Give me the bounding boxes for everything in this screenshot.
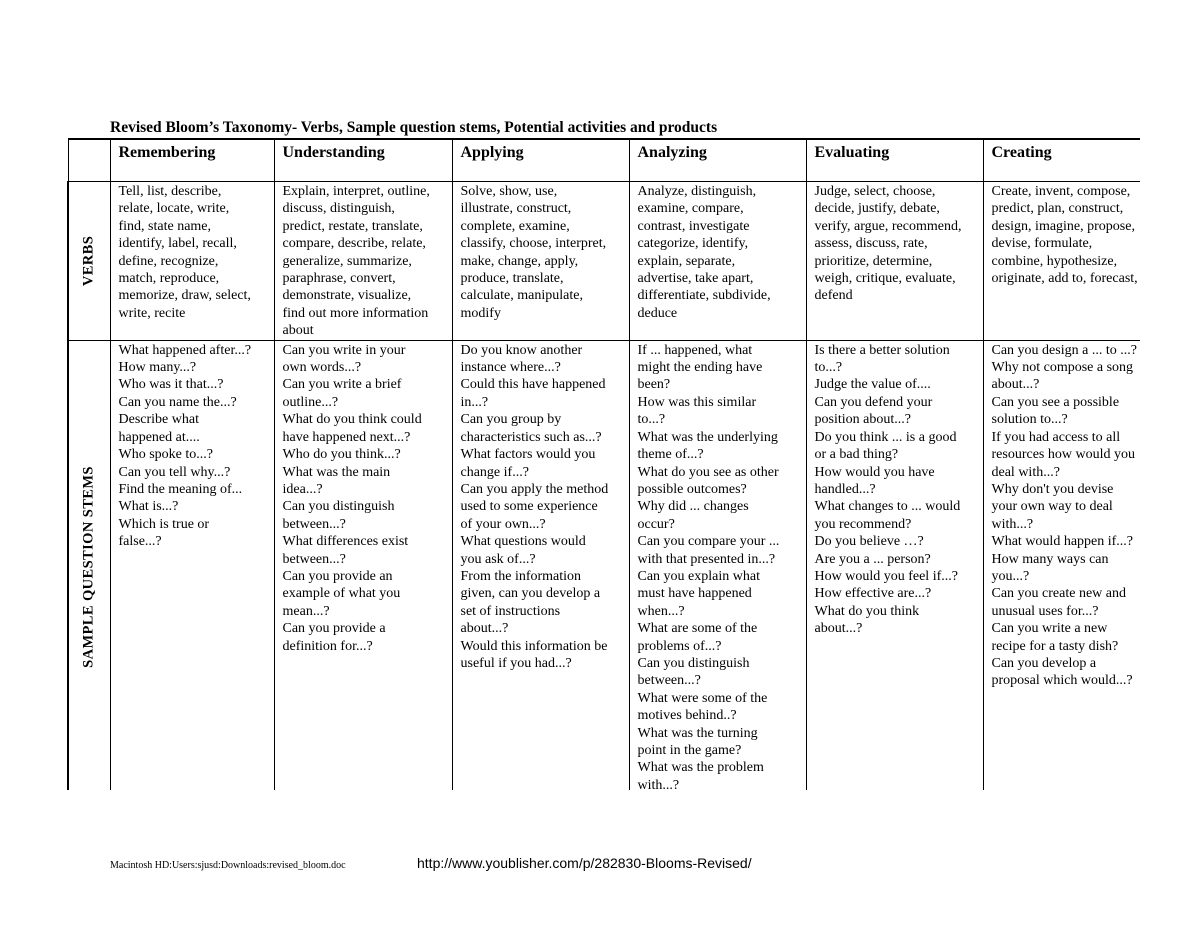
cell-text-line: What do you see as other — [637, 464, 779, 480]
cell-text-line: write, recite — [118, 305, 186, 321]
question-stems-row — [68, 340, 1140, 790]
cell-text-line: characteristics such as...? — [460, 429, 602, 445]
cell-text-line: occur? — [637, 516, 675, 532]
verbs-cell-applying — [452, 182, 629, 341]
cell-text-line: defend — [814, 288, 853, 304]
cell-text-line: happened at.... — [118, 429, 200, 445]
cell-text-line: between...? — [282, 551, 346, 567]
cell-text-line: advertise, take apart, — [637, 271, 754, 287]
cell-text-line: Would this information be — [460, 638, 608, 654]
cell-text-line: How was this similar — [637, 394, 757, 410]
cell-text-line: instance where...? — [460, 360, 561, 376]
cell-text-line: explain, separate, — [637, 253, 736, 269]
cell-text-line: classify, choose, interpret, — [460, 236, 607, 252]
cell-text-line: originate, add to, forecast, — [991, 271, 1138, 287]
cell-text-line: produce, translate, — [460, 271, 564, 287]
header-remembering: Remembering — [110, 139, 274, 182]
cell-text-line: demonstrate, visualize, — [282, 288, 412, 304]
cell-text-line: What do you think — [814, 603, 920, 619]
cell-text-line: Can you apply the method — [460, 481, 609, 497]
cell-text-line: What was the problem — [637, 760, 764, 776]
cell-text-line: deduce — [637, 305, 678, 321]
table-header-row — [68, 139, 1140, 182]
cell-text-line: What questions would — [460, 534, 586, 550]
cell-text-line: Solve, show, use, — [460, 184, 558, 199]
cell-text-line: Could this have happened — [460, 377, 606, 393]
cell-text-line: identify, label, recall, — [118, 236, 237, 252]
cell-text-line: Can you see a possible — [991, 394, 1120, 410]
stems-cell-creating — [983, 340, 1140, 790]
cell-text-line: Explain, interpret, outline, — [282, 184, 430, 199]
cell-text-line: to...? — [637, 412, 666, 428]
cell-text-line: in...? — [460, 394, 489, 410]
cell-text-line: position about...? — [814, 412, 911, 428]
cell-text-line: relate, locate, write, — [118, 201, 230, 217]
cell-text-line: Who spoke to...? — [118, 447, 213, 463]
cell-text-line: complete, examine, — [460, 218, 570, 234]
verbs-row-label: VERBS — [80, 235, 97, 287]
cell-text-line: combine, hypothesize, — [991, 253, 1118, 269]
cell-text-line: How would you have — [814, 464, 935, 480]
stems-row-label: SAMPLE QUESTION STEMS — [80, 466, 97, 669]
cell-text-line: modify — [460, 305, 501, 321]
header-applying: Applying — [452, 139, 629, 182]
verbs-cell-remembering — [110, 182, 274, 341]
cell-text-line: possible outcomes? — [637, 481, 747, 497]
cell-text-line: assess, discuss, rate, — [814, 236, 928, 252]
cell-text-line: or a bad thing? — [814, 447, 899, 463]
cell-text-line: Can you group by — [460, 412, 562, 428]
cell-text-line: to...? — [814, 360, 843, 376]
cell-text-line: From the information — [460, 568, 582, 584]
cell-text-line: What would happen if...? — [991, 534, 1134, 550]
cell-text-line: problems of...? — [637, 638, 722, 654]
cell-text-line: resources how would you — [991, 447, 1135, 463]
cell-text-line: about...? — [814, 621, 863, 637]
verbs-cell-creating — [983, 182, 1140, 341]
stems-cell-remembering — [110, 340, 274, 790]
cell-text-line: with that presented in...? — [637, 551, 776, 567]
cell-text-line: example of what you — [282, 586, 401, 602]
cell-text-line: Judge, select, choose, — [814, 184, 936, 199]
cell-text-line: Can you name the...? — [118, 394, 237, 410]
cell-text-line: What was the turning — [637, 725, 758, 741]
table-corner-cell — [68, 139, 110, 182]
cell-text-line: What changes to ... would — [814, 499, 961, 515]
cell-text-line: decide, justify, debate, — [814, 201, 940, 217]
cell-text-line: been? — [637, 377, 671, 393]
cell-text-line: Can you distinguish — [637, 655, 750, 671]
cell-text-line: Do you think ... is a good — [814, 429, 957, 445]
cell-text-line: find out more information — [282, 305, 429, 321]
cell-text-line: compare, describe, relate, — [282, 236, 426, 252]
cell-text-line: Can you compare your ... — [637, 534, 780, 550]
cell-text-line: with...? — [991, 516, 1034, 532]
cell-text-line: of your own...? — [460, 516, 546, 532]
cell-text-line: verify, argue, recommend, — [814, 218, 962, 234]
cell-text-line: Can you tell why...? — [118, 464, 231, 480]
cell-text-line: differentiate, subdivide, — [637, 288, 771, 304]
bloom-taxonomy-table — [67, 138, 1140, 790]
cell-text-line: generalize, summarize, — [282, 253, 412, 269]
cell-text-line: Are you a ... person? — [814, 551, 931, 567]
cell-text-line: definition for...? — [282, 638, 373, 654]
cell-text-line: What happened after...? — [118, 342, 252, 358]
cell-text-line: Can you create new and — [991, 586, 1126, 602]
verbs-cell-understanding — [274, 182, 452, 341]
cell-text-line: What differences exist — [282, 534, 409, 550]
stems-cell-analyzing — [629, 340, 806, 790]
verbs-cell-analyzing — [629, 182, 806, 341]
cell-text-line: Judge the value of.... — [814, 377, 931, 393]
cell-text-line: predict, restate, translate, — [282, 218, 423, 234]
stems-cell-applying — [452, 340, 629, 790]
cell-text-line: you ask of...? — [460, 551, 536, 567]
stems-cell-evaluating — [806, 340, 983, 790]
cell-text-line: define, recognize, — [118, 253, 219, 269]
cell-text-line: about — [282, 323, 314, 339]
cell-text-line: Why did ... changes — [637, 499, 749, 515]
cell-text-line: set of instructions — [460, 603, 561, 619]
cell-text-line: What are some of the — [637, 621, 758, 637]
cell-text-line: Is there a better solution — [814, 342, 950, 358]
cell-text-line: might the ending have — [637, 360, 763, 376]
cell-text-line: between...? — [637, 673, 701, 689]
cell-text-line: Can you write a new — [991, 621, 1108, 637]
cell-text-line: Can you write in your — [282, 342, 406, 358]
cell-text-line: Why don't you devise — [991, 481, 1114, 497]
cell-text-line: your own way to deal — [991, 499, 1113, 515]
cell-text-line: Can you develop a — [991, 655, 1097, 671]
cell-text-line: Who do you think...? — [282, 447, 401, 463]
cell-text-line: Who was it that...? — [118, 377, 224, 393]
cell-text-line: own words...? — [282, 360, 362, 376]
cell-text-line: idea...? — [282, 481, 323, 497]
cell-text-line: If you had access to all — [991, 429, 1121, 445]
cell-text-line: contrast, investigate — [637, 218, 750, 234]
cell-text-line: Analyze, distinguish, — [637, 184, 757, 199]
verbs-row — [68, 182, 1140, 341]
cell-text-line: How would you feel if...? — [814, 568, 958, 584]
cell-text-line: proposal which would...? — [991, 673, 1133, 689]
cell-text-line: paraphrase, convert, — [282, 271, 396, 287]
cell-text-line: examine, compare, — [637, 201, 744, 217]
cell-text-line: What do you think could — [282, 412, 422, 428]
cell-text-line: when...? — [637, 603, 685, 619]
stems-cell-understanding — [274, 340, 452, 790]
cell-text-line: outline...? — [282, 394, 339, 410]
cell-text-line: What was the underlying — [637, 429, 778, 445]
cell-text-line: handled...? — [814, 481, 876, 497]
cell-text-line: prioritize, determine, — [814, 253, 933, 269]
header-evaluating: Evaluating — [806, 139, 983, 182]
cell-text-line: useful if you had...? — [460, 655, 572, 671]
cell-text-line: calculate, manipulate, — [460, 288, 583, 304]
bloom-table-container — [67, 138, 1140, 790]
cell-text-line: about...? — [460, 621, 509, 637]
cell-text-line: What were some of the — [637, 690, 768, 706]
cell-text-line: Tell, list, describe, — [118, 184, 222, 199]
cell-text-line: weigh, critique, evaluate, — [814, 271, 956, 287]
cell-text-line: deal with...? — [991, 464, 1060, 480]
cell-text-line: What is...? — [118, 499, 179, 515]
cell-text-line: Can you provide a — [282, 621, 386, 637]
footer-url-link[interactable]: http://www.youblisher.com/p/282830-Blooms-Revised/ — [417, 855, 752, 871]
cell-text-line: recipe for a tasty dish? — [991, 638, 1119, 654]
cell-text-line: theme of...? — [637, 447, 704, 463]
cell-text-line: Can you distinguish — [282, 499, 395, 515]
cell-text-line: false...? — [118, 534, 162, 550]
cell-text-line: mean...? — [282, 603, 330, 619]
cell-text-line: Describe what — [118, 412, 199, 428]
cell-text-line: must have happened — [637, 586, 752, 602]
header-creating: Creating — [983, 139, 1140, 182]
cell-text-line: Why not compose a song — [991, 360, 1134, 376]
cell-text-line: Find the meaning of... — [118, 481, 243, 497]
cell-text-line: given, can you develop a — [460, 586, 601, 602]
cell-text-line: have happened next...? — [282, 429, 411, 445]
cell-text-line: used to some experience — [460, 499, 598, 515]
cell-text-line: match, reproduce, — [118, 271, 220, 287]
header-understanding: Understanding — [274, 139, 452, 182]
cell-text-line: categorize, identify, — [637, 236, 749, 252]
cell-text-line: Can you design a ... to ...? — [991, 342, 1137, 358]
cell-text-line: How effective are...? — [814, 586, 932, 602]
page-title: Revised Bloom’s Taxonomy- Verbs, Sample question stems, Potential activities and products — [110, 119, 718, 136]
cell-text-line: you...? — [991, 568, 1030, 584]
cell-text-line: motives behind..? — [637, 708, 737, 724]
cell-text-line: discuss, distinguish, — [282, 201, 395, 217]
cell-text-line: unusual uses for...? — [991, 603, 1099, 619]
cell-text-line: illustrate, construct, — [460, 201, 572, 217]
stems-row-label-cell — [68, 340, 110, 790]
cell-text-line: point in the game? — [637, 743, 742, 758]
verbs-cell-evaluating — [806, 182, 983, 341]
cell-text-line: about...? — [991, 377, 1040, 393]
cell-text-line: between...? — [282, 516, 346, 532]
cell-text-line: Can you provide an — [282, 568, 393, 584]
cell-text-line: How many...? — [118, 360, 197, 376]
cell-text-line: design, imagine, propose, — [991, 218, 1135, 234]
cell-text-line: devise, formulate, — [991, 236, 1093, 252]
cell-text-line: find, state name, — [118, 218, 212, 234]
cell-text-line: memorize, draw, select, — [118, 288, 251, 304]
cell-text-line: What factors would you — [460, 447, 596, 463]
cell-text-line: you recommend? — [814, 516, 912, 532]
cell-text-line: If ... happened, what — [637, 342, 753, 358]
cell-text-line: How many ways can — [991, 551, 1109, 567]
cell-text-line: with...? — [637, 777, 680, 790]
cell-text-line: predict, plan, construct, — [991, 201, 1124, 217]
cell-text-line: Which is true or — [118, 516, 210, 532]
cell-text-line: Can you write a brief — [282, 377, 402, 393]
cell-text-line: make, change, apply, — [460, 253, 579, 269]
cell-text-line: change if...? — [460, 464, 529, 480]
header-analyzing: Analyzing — [629, 139, 806, 182]
cell-text-line: solution to...? — [991, 412, 1068, 428]
cell-text-line: Can you explain what — [637, 568, 760, 584]
cell-text-line: Do you know another — [460, 342, 583, 358]
footer-file-path: Macintosh HD:Users:sjusd:Downloads:revised_bloom.doc — [110, 860, 346, 871]
verbs-row-label-cell — [68, 182, 110, 341]
cell-text-line: Do you believe …? — [814, 534, 924, 550]
cell-text-line: What was the main — [282, 464, 391, 480]
cell-text-line: Create, invent, compose, — [991, 184, 1131, 199]
cell-text-line: Can you defend your — [814, 394, 933, 410]
